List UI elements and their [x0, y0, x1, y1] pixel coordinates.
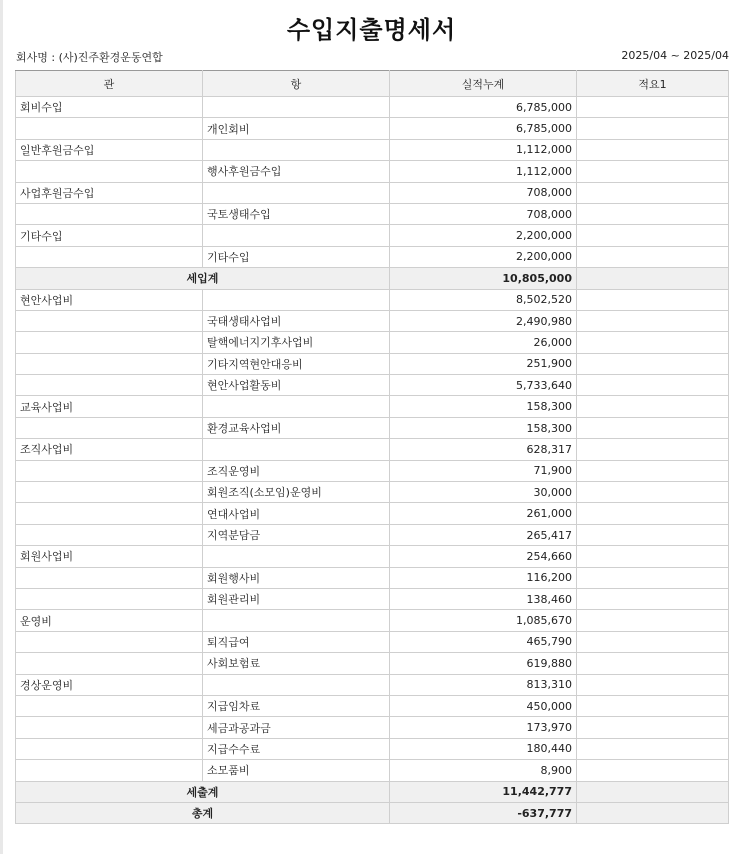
- table-row: [16, 203, 729, 224]
- cell-amount: 10,805,000: [390, 268, 577, 289]
- cell-hang: [203, 546, 390, 567]
- cell-hang: 세금과공과금: [203, 717, 390, 738]
- cell-kwan: 운영비: [16, 610, 203, 631]
- cell-amount: 180,440: [390, 738, 577, 759]
- cell-amount: 158,300: [390, 396, 577, 417]
- cell-note: [577, 289, 729, 310]
- cell-kwan: [16, 460, 203, 481]
- column-header-kwan: 관: [16, 71, 203, 97]
- table-row: [16, 610, 729, 631]
- cell-kwan: [16, 118, 203, 139]
- cell-kwan: [16, 653, 203, 674]
- summary-label: 총계: [16, 802, 390, 823]
- table-row: [16, 310, 729, 331]
- cell-amount: 2,200,000: [390, 225, 577, 246]
- cell-kwan: 일반후원금수입: [16, 139, 203, 160]
- cell-note: [577, 567, 729, 588]
- cell-kwan: [16, 760, 203, 781]
- cell-hang: 기타수입: [203, 246, 390, 267]
- cell-hang: 국태생태사업비: [203, 310, 390, 331]
- column-header-hang: 항: [203, 71, 390, 97]
- cell-hang: 국토생태수입: [203, 203, 390, 224]
- cell-amount: 254,660: [390, 546, 577, 567]
- table-row: [16, 118, 729, 139]
- cell-kwan: [16, 417, 203, 438]
- cell-hang: 회원관리비: [203, 588, 390, 609]
- cell-note: [577, 738, 729, 759]
- cell-amount: 173,970: [390, 717, 577, 738]
- cell-hang: 회원행사비: [203, 567, 390, 588]
- cell-note: [577, 717, 729, 738]
- cell-kwan: [16, 482, 203, 503]
- cell-kwan: [16, 375, 203, 396]
- cell-hang: [203, 97, 390, 118]
- cell-hang: 탈핵에너지기후사업비: [203, 332, 390, 353]
- cell-amount: 5,733,640: [390, 375, 577, 396]
- table-row: [16, 760, 729, 781]
- cell-note: [577, 118, 729, 139]
- cell-hang: [203, 396, 390, 417]
- cell-amount: 261,000: [390, 503, 577, 524]
- cell-amount: 116,200: [390, 567, 577, 588]
- cell-note: [577, 653, 729, 674]
- page-left-border: [0, 0, 3, 854]
- cell-amount: 708,000: [390, 182, 577, 203]
- cell-note: [577, 203, 729, 224]
- table-row: [16, 653, 729, 674]
- cell-kwan: [16, 738, 203, 759]
- cell-hang: [203, 674, 390, 695]
- column-header-note: 적요1: [577, 71, 729, 97]
- cell-hang: 지급임차료: [203, 695, 390, 716]
- cell-kwan: 회비수입: [16, 97, 203, 118]
- cell-hang: 현안사업활동비: [203, 375, 390, 396]
- table-row: [16, 717, 729, 738]
- cell-note: [577, 439, 729, 460]
- cell-amount: 158,300: [390, 417, 577, 438]
- cell-amount: 6,785,000: [390, 118, 577, 139]
- cell-hang: [203, 139, 390, 160]
- cell-amount: 138,460: [390, 588, 577, 609]
- cell-hang: 사회보험료: [203, 653, 390, 674]
- cell-note: [577, 588, 729, 609]
- table-header-row: [16, 71, 729, 97]
- cell-note: [577, 268, 729, 289]
- cell-kwan: [16, 567, 203, 588]
- cell-note: [577, 482, 729, 503]
- cell-kwan: [16, 695, 203, 716]
- table-body: [16, 97, 729, 824]
- income-expense-table: [15, 70, 729, 824]
- summary-row: [16, 802, 729, 823]
- cell-hang: 개인회비: [203, 118, 390, 139]
- table-row: [16, 738, 729, 759]
- table-row: [16, 439, 729, 460]
- cell-amount: 1,112,000: [390, 139, 577, 160]
- cell-amount: 1,112,000: [390, 161, 577, 182]
- table-row: [16, 182, 729, 203]
- summary-label: 세출계: [16, 781, 390, 802]
- summary-row: [16, 781, 729, 802]
- cell-amount: 30,000: [390, 482, 577, 503]
- cell-hang: 조직운영비: [203, 460, 390, 481]
- cell-amount: 628,317: [390, 439, 577, 460]
- table-row: [16, 695, 729, 716]
- cell-amount: 813,310: [390, 674, 577, 695]
- cell-amount: 26,000: [390, 332, 577, 353]
- cell-kwan: 기타수입: [16, 225, 203, 246]
- table-row: [16, 546, 729, 567]
- table-row: [16, 246, 729, 267]
- table-row: [16, 97, 729, 118]
- table-row: [16, 225, 729, 246]
- cell-kwan: [16, 503, 203, 524]
- cell-amount: 6,785,000: [390, 97, 577, 118]
- table-row: [16, 524, 729, 545]
- table-row: [16, 631, 729, 652]
- cell-note: [577, 97, 729, 118]
- table-row: [16, 567, 729, 588]
- cell-kwan: 현안사업비: [16, 289, 203, 310]
- summary-label: 세입계: [16, 268, 390, 289]
- table-row: [16, 161, 729, 182]
- cell-note: [577, 460, 729, 481]
- table-row: [16, 289, 729, 310]
- cell-note: [577, 246, 729, 267]
- report-period: 2025/04 ~ 2025/04: [621, 49, 729, 62]
- table-row: [16, 353, 729, 374]
- report-title: 수입지출명세서: [286, 16, 457, 44]
- cell-note: [577, 225, 729, 246]
- cell-note: [577, 161, 729, 182]
- cell-amount: 2,490,980: [390, 310, 577, 331]
- cell-hang: 연대사업비: [203, 503, 390, 524]
- cell-amount: 265,417: [390, 524, 577, 545]
- cell-note: [577, 332, 729, 353]
- company-name: 회사명 : (사)진주환경운동연합: [16, 51, 163, 64]
- cell-note: [577, 695, 729, 716]
- cell-amount: 2,200,000: [390, 246, 577, 267]
- cell-note: [577, 353, 729, 374]
- cell-note: [577, 182, 729, 203]
- cell-kwan: 조직사업비: [16, 439, 203, 460]
- cell-kwan: [16, 246, 203, 267]
- cell-hang: [203, 225, 390, 246]
- cell-hang: 환경교육사업비: [203, 417, 390, 438]
- cell-hang: [203, 289, 390, 310]
- cell-note: [577, 503, 729, 524]
- table-row: [16, 332, 729, 353]
- cell-note: [577, 610, 729, 631]
- cell-note: [577, 310, 729, 331]
- cell-note: [577, 546, 729, 567]
- cell-hang: [203, 182, 390, 203]
- cell-note: [577, 674, 729, 695]
- cell-kwan: [16, 588, 203, 609]
- cell-note: [577, 396, 729, 417]
- table-row: [16, 674, 729, 695]
- cell-amount: -637,777: [390, 802, 577, 823]
- cell-hang: 지급수수료: [203, 738, 390, 759]
- table-row: [16, 588, 729, 609]
- cell-note: [577, 375, 729, 396]
- cell-kwan: [16, 631, 203, 652]
- column-header-amount: 실적누계: [390, 71, 577, 97]
- cell-note: [577, 760, 729, 781]
- table-row: [16, 139, 729, 160]
- cell-hang: [203, 439, 390, 460]
- cell-kwan: [16, 332, 203, 353]
- cell-kwan: [16, 310, 203, 331]
- cell-note: [577, 524, 729, 545]
- cell-hang: 소모품비: [203, 760, 390, 781]
- cell-hang: 지역분담금: [203, 524, 390, 545]
- cell-hang: 기타지역현안대응비: [203, 353, 390, 374]
- cell-kwan: [16, 161, 203, 182]
- cell-hang: 회원조직(소모임)운영비: [203, 482, 390, 503]
- cell-amount: 11,442,777: [390, 781, 577, 802]
- cell-amount: 8,502,520: [390, 289, 577, 310]
- cell-kwan: [16, 203, 203, 224]
- cell-kwan: 경상운영비: [16, 674, 203, 695]
- cell-amount: 251,900: [390, 353, 577, 374]
- table-row: [16, 482, 729, 503]
- cell-kwan: 회원사업비: [16, 546, 203, 567]
- cell-hang: 행사후원금수입: [203, 161, 390, 182]
- cell-kwan: 사업후원금수입: [16, 182, 203, 203]
- cell-note: [577, 802, 729, 823]
- table-row: [16, 396, 729, 417]
- cell-amount: 8,900: [390, 760, 577, 781]
- cell-note: [577, 631, 729, 652]
- cell-amount: 71,900: [390, 460, 577, 481]
- cell-amount: 465,790: [390, 631, 577, 652]
- cell-kwan: [16, 353, 203, 374]
- cell-amount: 708,000: [390, 203, 577, 224]
- cell-amount: 450,000: [390, 695, 577, 716]
- cell-note: [577, 139, 729, 160]
- cell-note: [577, 417, 729, 438]
- summary-row: [16, 268, 729, 289]
- cell-kwan: 교육사업비: [16, 396, 203, 417]
- cell-hang: 퇴직급여: [203, 631, 390, 652]
- cell-amount: 1,085,670: [390, 610, 577, 631]
- table-row: [16, 375, 729, 396]
- cell-kwan: [16, 524, 203, 545]
- table-row: [16, 417, 729, 438]
- table-row: [16, 460, 729, 481]
- cell-amount: 619,880: [390, 653, 577, 674]
- cell-kwan: [16, 717, 203, 738]
- table-row: [16, 503, 729, 524]
- cell-hang: [203, 610, 390, 631]
- cell-note: [577, 781, 729, 802]
